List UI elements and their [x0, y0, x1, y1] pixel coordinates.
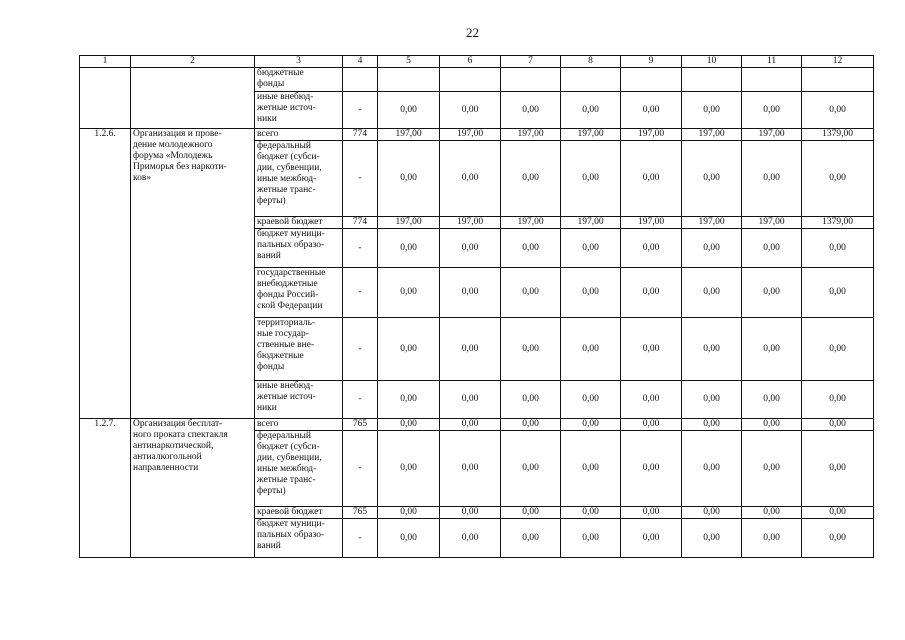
value-cell-col10: 0,00: [682, 229, 742, 268]
value-cell-col7: 0,00: [501, 507, 561, 519]
value-cell-col11: 197,00: [742, 217, 802, 229]
funding-source-line: бюджетные: [257, 68, 304, 78]
funding-source-line: бюджет муници-: [257, 229, 325, 239]
header-row: [80, 56, 874, 68]
value-cell-col9: 0,00: [621, 268, 682, 318]
value-cell-col5: 0,00: [378, 381, 440, 419]
value-cell-col8: 0,00: [561, 141, 621, 217]
value-cell-col12: [802, 68, 874, 92]
event-name-line: Организация бесплат-: [133, 419, 223, 429]
value-cell-col8: 0,00: [561, 92, 621, 129]
value-cell-col9: 0,00: [621, 141, 682, 217]
value-cell-col4: 774: [343, 129, 378, 141]
value-cell-col9: 0,00: [621, 92, 682, 129]
table-row: [80, 419, 874, 431]
value-cell-col9: 0,00: [621, 507, 682, 519]
value-cell-col5: [378, 68, 440, 92]
funding-source-cell: [255, 129, 343, 141]
value-cell-col4: -: [343, 229, 378, 268]
value-cell-col11: [742, 68, 802, 92]
column-header-9: 9: [621, 56, 682, 68]
value-cell-col9: 0,00: [621, 229, 682, 268]
event-name-line: направленности: [133, 463, 199, 473]
value-cell-col11: 0,00: [742, 431, 802, 507]
funding-source-line: иные межбюд-: [257, 464, 317, 474]
value-cell-col9: 0,00: [621, 381, 682, 419]
value-cell-col9: 0,00: [621, 419, 682, 431]
value-cell-col8: 0,00: [561, 381, 621, 419]
funding-source-line: иные межбюд-: [257, 174, 317, 184]
funding-source-cell: [255, 268, 343, 318]
value-cell-col10: 197,00: [682, 217, 742, 229]
funding-source-cell: [255, 381, 343, 419]
column-header-6: 6: [440, 56, 501, 68]
value-cell-col9: 197,00: [621, 217, 682, 229]
funding-source-line: внебюджетные: [257, 279, 318, 289]
value-cell-col6: 0,00: [440, 419, 501, 431]
value-cell-col5: 0,00: [378, 318, 440, 381]
funding-source-line: пальных образо-: [257, 240, 325, 250]
event-name-line: ного проката спектакля: [133, 430, 228, 440]
event-name-line: антиалкогольной: [133, 452, 202, 462]
funding-source-line: федеральный: [257, 431, 311, 441]
column-header-7: 7: [501, 56, 561, 68]
value-cell-col6: 0,00: [440, 229, 501, 268]
value-cell-col8: 0,00: [561, 419, 621, 431]
value-cell-col6: 197,00: [440, 217, 501, 229]
value-cell-col12: 0,00: [802, 381, 874, 419]
funding-source-line: ные государ-: [257, 329, 309, 339]
funding-source-line: ферты): [257, 196, 286, 206]
funding-source-line: фонды Россий-: [257, 290, 319, 300]
event-name-line: ков»: [133, 173, 152, 183]
column-header-2: 2: [131, 56, 255, 68]
value-cell-col10: 0,00: [682, 318, 742, 381]
value-cell-col10: 0,00: [682, 419, 742, 431]
value-cell-col4: -: [343, 318, 378, 381]
value-cell-col7: 0,00: [501, 229, 561, 268]
value-cell-col5: 197,00: [378, 217, 440, 229]
value-cell-col4: -: [343, 381, 378, 419]
value-cell-col11: 0,00: [742, 419, 802, 431]
value-cell-col10: 0,00: [682, 519, 742, 558]
funding-source-line: пальных образо-: [257, 530, 325, 540]
value-cell-col8: 0,00: [561, 318, 621, 381]
value-cell-col4: 765: [343, 419, 378, 431]
funding-source-line: бюджет муници-: [257, 519, 325, 529]
funding-source-line: всего: [257, 129, 279, 139]
funding-source-line: иные внебюд-: [257, 92, 314, 102]
value-cell-col6: 0,00: [440, 431, 501, 507]
value-cell-col8: 0,00: [561, 431, 621, 507]
value-cell-col5: 0,00: [378, 431, 440, 507]
value-cell-col6: 0,00: [440, 507, 501, 519]
funding-source-cell: [255, 507, 343, 519]
value-cell-col6: 0,00: [440, 519, 501, 558]
value-cell-col7: 197,00: [501, 129, 561, 141]
value-cell-col11: 0,00: [742, 381, 802, 419]
value-cell-col5: 0,00: [378, 268, 440, 318]
funding-source-line: ственные вне-: [257, 340, 315, 350]
event-name-line: Приморья без наркоти-: [133, 162, 227, 172]
value-cell-col4: 765: [343, 507, 378, 519]
funding-source-line: жетные транс-: [257, 185, 316, 195]
value-cell-col4: [343, 68, 378, 92]
budget-table: [79, 55, 874, 558]
event-name-line: форума «Молодежь: [133, 151, 213, 161]
value-cell-col12: 0,00: [802, 507, 874, 519]
event-name-cell: [131, 419, 255, 558]
event-name-line: Организация и прове-: [133, 129, 222, 139]
value-cell-col8: 0,00: [561, 229, 621, 268]
value-cell-col4: -: [343, 268, 378, 318]
value-cell-col12: 0,00: [802, 268, 874, 318]
value-cell-col5: 0,00: [378, 92, 440, 129]
value-cell-col6: [440, 68, 501, 92]
value-cell-col10: 0,00: [682, 381, 742, 419]
value-cell-col11: 0,00: [742, 507, 802, 519]
value-cell-col9: [621, 68, 682, 92]
value-cell-col4: 774: [343, 217, 378, 229]
value-cell-col5: 0,00: [378, 141, 440, 217]
funding-source-line: государственные: [257, 268, 326, 278]
funding-source-line: федеральный: [257, 141, 311, 151]
funding-source-line: ники: [257, 114, 277, 124]
value-cell-col7: 0,00: [501, 519, 561, 558]
value-cell-col12: 1379,00: [802, 129, 874, 141]
value-cell-col10: [682, 68, 742, 92]
value-cell-col9: 197,00: [621, 129, 682, 141]
value-cell-col7: 0,00: [501, 431, 561, 507]
table-row: [80, 68, 874, 92]
value-cell-col8: 0,00: [561, 519, 621, 558]
value-cell-col12: 0,00: [802, 519, 874, 558]
value-cell-col10: 197,00: [682, 129, 742, 141]
value-cell-col6: 197,00: [440, 129, 501, 141]
value-cell-col6: 0,00: [440, 268, 501, 318]
funding-source-line: ферты): [257, 486, 286, 496]
value-cell-col11: 0,00: [742, 141, 802, 217]
funding-source-line: краевой бюджет: [257, 217, 323, 227]
funding-source-cell: [255, 141, 343, 217]
value-cell-col4: -: [343, 92, 378, 129]
funding-source-line: всего: [257, 419, 279, 429]
value-cell-col5: 0,00: [378, 419, 440, 431]
value-cell-col4: -: [343, 141, 378, 217]
column-header-3: 3: [255, 56, 343, 68]
value-cell-col7: 0,00: [501, 419, 561, 431]
value-cell-col12: 1379,00: [802, 217, 874, 229]
value-cell-col7: 0,00: [501, 92, 561, 129]
value-cell-col11: 197,00: [742, 129, 802, 141]
funding-source-cell: [255, 318, 343, 381]
value-cell-col10: 0,00: [682, 141, 742, 217]
value-cell-col7: 0,00: [501, 268, 561, 318]
column-header-8: 8: [561, 56, 621, 68]
value-cell-col8: 197,00: [561, 129, 621, 141]
value-cell-col7: 197,00: [501, 217, 561, 229]
funding-source-line: ваний: [257, 541, 281, 551]
value-cell-col7: 0,00: [501, 318, 561, 381]
funding-source-line: иные внебюд-: [257, 381, 314, 391]
value-cell-col4: -: [343, 519, 378, 558]
funding-source-line: ваний: [257, 251, 281, 261]
funding-source-cell: [255, 68, 343, 92]
funding-source-cell: [255, 92, 343, 129]
value-cell-col11: 0,00: [742, 229, 802, 268]
value-cell-col8: 0,00: [561, 507, 621, 519]
value-cell-col8: 0,00: [561, 268, 621, 318]
value-cell-col6: 0,00: [440, 318, 501, 381]
value-cell-col5: 0,00: [378, 229, 440, 268]
value-cell-col6: 0,00: [440, 141, 501, 217]
funding-source-line: фонды: [257, 79, 285, 89]
value-cell-col7: 0,00: [501, 381, 561, 419]
funding-source-line: бюджет (субси-: [257, 152, 320, 162]
value-cell-col11: 0,00: [742, 268, 802, 318]
name-cell: [131, 68, 255, 129]
table-row: [80, 129, 874, 141]
value-cell-col12: 0,00: [802, 419, 874, 431]
value-cell-col12: 0,00: [802, 229, 874, 268]
funding-source-line: ники: [257, 403, 277, 413]
value-cell-col11: 0,00: [742, 318, 802, 381]
column-header-5: 5: [378, 56, 440, 68]
value-cell-col9: 0,00: [621, 431, 682, 507]
funding-source-line: ской Федерации: [257, 301, 323, 311]
value-cell-col6: 0,00: [440, 381, 501, 419]
value-cell-col10: 0,00: [682, 268, 742, 318]
value-cell-col12: 0,00: [802, 431, 874, 507]
value-cell-col5: 0,00: [378, 519, 440, 558]
code-cell: 1.2.7.: [80, 419, 131, 558]
value-cell-col11: 0,00: [742, 92, 802, 129]
funding-source-cell: [255, 229, 343, 268]
value-cell-col9: 0,00: [621, 318, 682, 381]
value-cell-col5: 0,00: [378, 507, 440, 519]
funding-source-cell: [255, 431, 343, 507]
funding-source-line: дии, субвенции,: [257, 453, 322, 463]
funding-source-line: территориаль-: [257, 318, 316, 328]
event-name-cell: [131, 129, 255, 419]
page-number: 22: [466, 25, 479, 40]
value-cell-col5: 197,00: [378, 129, 440, 141]
funding-source-line: жетные транс-: [257, 475, 316, 485]
funding-source-line: бюджетные: [257, 351, 304, 361]
funding-source-cell: [255, 519, 343, 558]
column-header-1: 1: [80, 56, 131, 68]
event-name-line: дение молодежного: [133, 140, 213, 150]
value-cell-col12: 0,00: [802, 141, 874, 217]
value-cell-col8: [561, 68, 621, 92]
value-cell-col8: 197,00: [561, 217, 621, 229]
value-cell-col4: -: [343, 431, 378, 507]
code-cell: 1.2.6.: [80, 129, 131, 419]
column-header-11: 11: [742, 56, 802, 68]
value-cell-col10: 0,00: [682, 507, 742, 519]
funding-source-line: дии, субвенции,: [257, 163, 322, 173]
value-cell-col10: 0,00: [682, 431, 742, 507]
column-header-4: 4: [343, 56, 378, 68]
funding-source-cell: [255, 419, 343, 431]
value-cell-col10: 0,00: [682, 92, 742, 129]
event-name-line: антинаркотической,: [133, 441, 214, 451]
value-cell-col11: 0,00: [742, 519, 802, 558]
code-cell: [80, 68, 131, 129]
funding-source-line: бюджет (субси-: [257, 442, 320, 452]
value-cell-col6: 0,00: [440, 92, 501, 129]
funding-source-line: краевой бюджет: [257, 507, 323, 517]
value-cell-col12: 0,00: [802, 318, 874, 381]
value-cell-col9: 0,00: [621, 519, 682, 558]
value-cell-col7: 0,00: [501, 141, 561, 217]
funding-source-line: фонды: [257, 362, 285, 372]
column-header-10: 10: [682, 56, 742, 68]
column-header-12: 12: [802, 56, 874, 68]
funding-source-line: жетные источ-: [257, 103, 316, 113]
value-cell-col12: 0,00: [802, 92, 874, 129]
value-cell-col7: [501, 68, 561, 92]
funding-source-cell: [255, 217, 343, 229]
funding-source-line: жетные источ-: [257, 392, 316, 402]
